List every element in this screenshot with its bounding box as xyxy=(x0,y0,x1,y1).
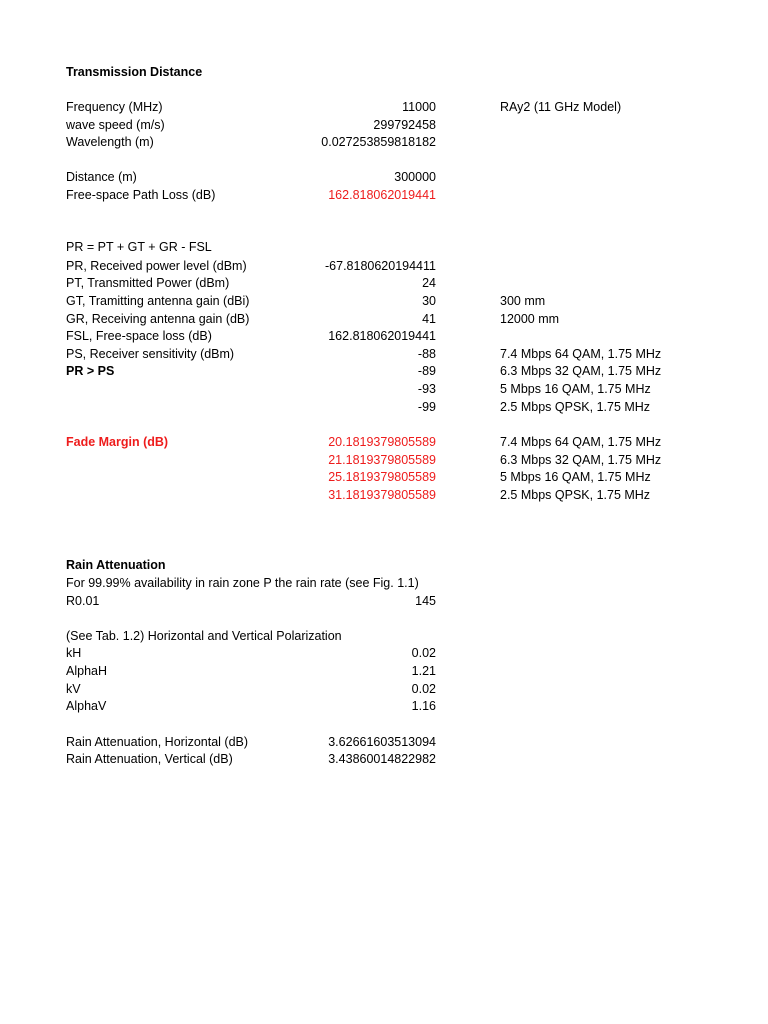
fade-value: 31.1819379805589 xyxy=(328,488,436,502)
pt-row xyxy=(0,274,768,292)
ps3-row xyxy=(0,380,768,398)
ps2-value: -89 xyxy=(417,364,436,378)
ps-value: -88 xyxy=(417,347,436,361)
gr-row xyxy=(0,310,768,328)
kv-value: 0.02 xyxy=(411,682,436,696)
fade-row-2 xyxy=(0,451,768,469)
fade-note: 5 Mbps 16 QAM, 1.75 MHz xyxy=(500,470,651,484)
rain-att-v-row xyxy=(0,750,768,768)
rain-att-h-row xyxy=(0,733,768,751)
pt-value: 24 xyxy=(422,276,436,290)
fspl-label: Free-space Path Loss (dB) xyxy=(66,188,216,202)
pr-gt-ps-label: PR > PS xyxy=(66,364,115,378)
distance-value: 300000 xyxy=(394,170,436,184)
gr-label: GR, Receiving antenna gain (dB) xyxy=(66,312,250,326)
kh-label: kH xyxy=(66,646,82,660)
rain-att-h-value: 3.62661603513094 xyxy=(328,735,436,749)
frequency-label: Frequency (MHz) xyxy=(66,100,163,114)
fade-value: 20.1819379805589 xyxy=(328,435,436,449)
gr-value: 41 xyxy=(422,312,436,326)
alphah-row xyxy=(0,662,768,680)
ps-row xyxy=(0,345,768,363)
fade-note: 7.4 Mbps 64 QAM, 1.75 MHz xyxy=(500,435,662,449)
ps-note: 7.4 Mbps 64 QAM, 1.75 MHz xyxy=(500,347,662,361)
r001-label: R0.01 xyxy=(66,594,100,608)
kv-row xyxy=(0,680,768,698)
kv-label: kV xyxy=(66,682,81,696)
fsl-row xyxy=(0,327,768,345)
rain-availability-row xyxy=(0,574,768,592)
r001-value: 145 xyxy=(415,594,436,608)
ps2-row xyxy=(0,362,768,380)
gt-note: 300 mm xyxy=(500,294,546,308)
wavelength-row xyxy=(0,133,768,151)
polarization-row xyxy=(0,627,768,645)
ps4-note: 2.5 Mbps QPSK, 1.75 MHz xyxy=(500,400,651,414)
distance-label: Distance (m) xyxy=(66,170,137,184)
gr-note: 12000 mm xyxy=(500,312,560,326)
kh-row xyxy=(0,644,768,662)
fade-value: 25.1819379805589 xyxy=(328,470,436,484)
fade-note: 6.3 Mbps 32 QAM, 1.75 MHz xyxy=(500,453,662,467)
fade-note: 2.5 Mbps QPSK, 1.75 MHz xyxy=(500,488,651,502)
rain-att-h-label: Rain Attenuation, Horizontal (dB) xyxy=(66,735,249,749)
rain-title-row xyxy=(0,556,768,574)
gt-value: 30 xyxy=(422,294,436,308)
wave-speed-row xyxy=(0,116,768,134)
pr-value: -67.8180620194411 xyxy=(325,259,436,273)
wavelength-label: Wavelength (m) xyxy=(66,135,154,149)
rain-att-v-value: 3.43860014822982 xyxy=(328,752,436,766)
fade-row-4 xyxy=(0,486,768,504)
fspl-value: 162.818062019441 xyxy=(328,188,436,202)
fsl-value: 162.818062019441 xyxy=(328,329,436,343)
ps3-value: -93 xyxy=(417,382,436,396)
frequency-row xyxy=(0,98,768,116)
title-row xyxy=(0,63,768,81)
wave-speed-value: 299792458 xyxy=(373,118,436,132)
rain-availability-text: For 99.99% availability in rain zone P the rain rate (see Fig. 1.1) xyxy=(66,576,419,590)
fade-margin-label: Fade Margin (dB) xyxy=(66,435,169,449)
fspl-row xyxy=(0,186,768,204)
alphav-label: AlphaV xyxy=(66,699,107,713)
rain-att-v-label: Rain Attenuation, Vertical (dB) xyxy=(66,752,233,766)
pr-row xyxy=(0,257,768,275)
polarization-text: (See Tab. 1.2) Horizontal and Vertical Polarization xyxy=(66,629,342,643)
ps4-value: -99 xyxy=(417,400,436,414)
alphav-value: 1.16 xyxy=(411,699,436,713)
formula-text: PR = PT + GT + GR - FSL xyxy=(66,240,212,254)
pr-label: PR, Received power level (dBm) xyxy=(66,259,247,273)
alphav-row xyxy=(0,697,768,715)
frequency-value: 11000 xyxy=(402,100,436,114)
frequency-note: RAy2 (11 GHz Model) xyxy=(500,100,622,114)
fade-row-1 xyxy=(0,433,768,451)
formula-row xyxy=(0,238,768,256)
kh-value: 0.02 xyxy=(411,646,436,660)
fade-row-3 xyxy=(0,468,768,486)
ps-label: PS, Receiver sensitivity (dBm) xyxy=(66,347,235,361)
rain-section-title: Rain Attenuation xyxy=(66,558,166,572)
gt-row xyxy=(0,292,768,310)
wave-speed-label: wave speed (m/s) xyxy=(66,118,165,132)
gt-label: GT, Tramitting antenna gain (dBi) xyxy=(66,294,250,308)
alphah-value: 1.21 xyxy=(411,664,436,678)
distance-row xyxy=(0,168,768,186)
wavelength-value: 0.027253859818182 xyxy=(321,135,436,149)
fade-value: 21.1819379805589 xyxy=(328,453,436,467)
fsl-label: FSL, Free-space loss (dB) xyxy=(66,329,212,343)
ps2-note: 6.3 Mbps 32 QAM, 1.75 MHz xyxy=(500,364,662,378)
page-title: Transmission Distance xyxy=(66,65,203,79)
r001-row xyxy=(0,592,768,610)
alphah-label: AlphaH xyxy=(66,664,107,678)
pt-label: PT, Transmitted Power (dBm) xyxy=(66,276,230,290)
ps3-note: 5 Mbps 16 QAM, 1.75 MHz xyxy=(500,382,651,396)
ps4-row xyxy=(0,398,768,416)
